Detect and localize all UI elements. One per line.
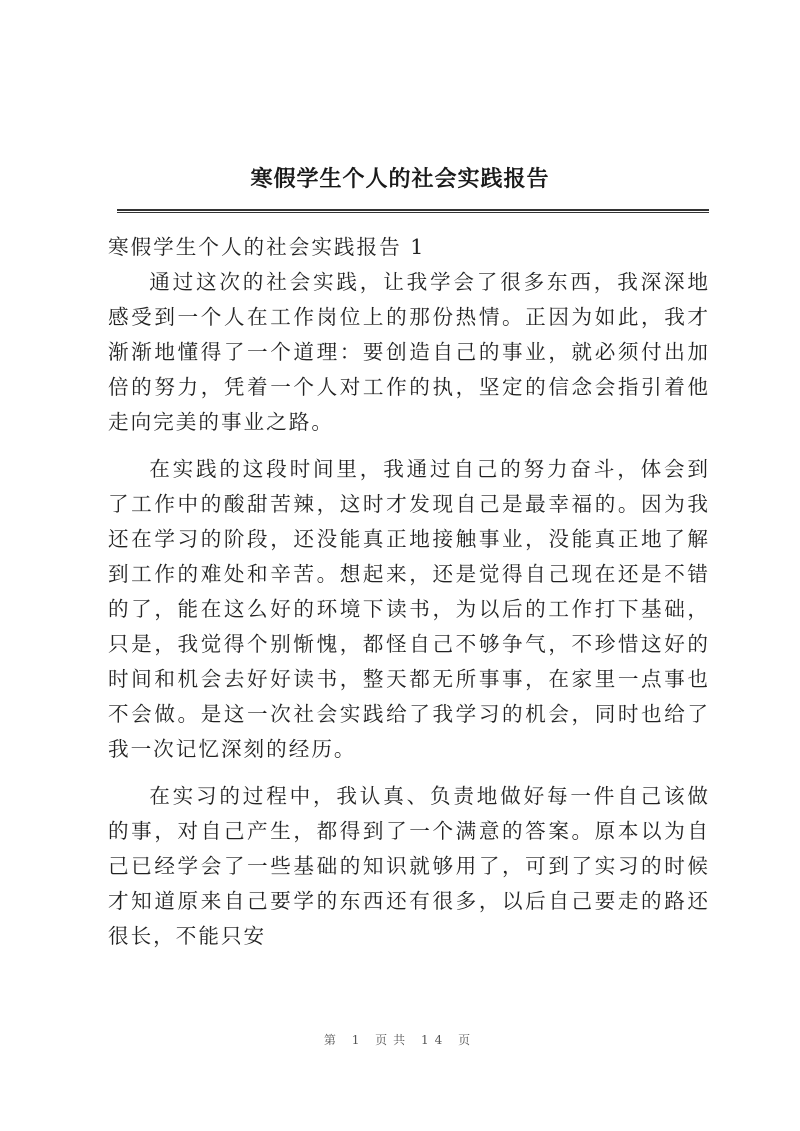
paragraph-3: 在实习的过程中，我认真、负责地做好每一件自己该做的事，对自己产生，都得到了一个满意的答案。原本以为自己已经学会了一些基础的知识就够用了，可到了实习的时候才知道原来自己要学的东西还有很多，以后自己要走的路还很长，不能只安 bbox=[108, 784, 710, 948]
paragraph-1: 通过这次的社会实践，让我学会了很多东西，我深深地感受到一个人在工作岗位上的那份热情。正因为如此，我才渐渐地懂得了一个道理：要创造自己的事业，就必须付出加倍的努力，凭着一个人对工作的执，坚定的信念会指引着他走向完美的事业之路。 bbox=[108, 270, 710, 434]
paragraph-2: 在实践的这段时间里，我通过自己的努力奋斗，体会到了工作中的酸甜苦辣，这时才发现自己是最幸福的。因为我还在学习的阶段，还没能真正地接触事业，没能真正地了解到工作的难处和辛苦。想起来，还是觉得自己现在还是不错的了，能在这么好的环境下读书，为以后的工作打下基础，只是，我觉得个别惭愧，都怪自己不够争气，不珍惜这好的时间和机会去好好读书，整天都无所事事，在家里一点事也不会做。是这一次社会实践给了我学习的机会，同时也给了我一次记忆深刻的经历。 bbox=[108, 457, 710, 761]
section-heading: 寒假学生个人的社会实践报告 1 bbox=[108, 235, 426, 259]
document-body bbox=[108, 230, 710, 966]
page-title: 寒假学生个人的社会实践报告 bbox=[250, 166, 550, 192]
title-divider bbox=[117, 209, 709, 213]
page-number-footer: 第 1 页共 14 页 bbox=[323, 1033, 477, 1047]
